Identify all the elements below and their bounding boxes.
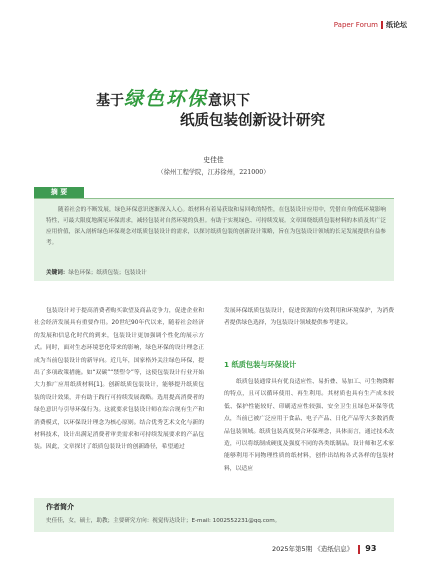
author-affiliation: （徐州工程学院，江苏徐州，221000） xyxy=(157,169,270,176)
author-info-text: 史佳佳，女，硕士，助教；主要研究方向：视觉传达设计；E-mail: 1002552231@qq.com。 xyxy=(46,518,281,524)
section-heading: 1 纸质包装与环保设计 xyxy=(224,360,297,369)
title-prefix: 基于 xyxy=(96,93,124,109)
keywords-text: 绿色环保；纸质包装；包装设计 xyxy=(68,270,147,276)
author-info-title: 作者简介 xyxy=(46,503,74,511)
page-number: 93 xyxy=(365,544,377,553)
title-green-highlight: 绿色环保 xyxy=(124,88,209,110)
section-name-cn: 纸论坛 xyxy=(386,21,407,29)
keywords-label: 关键词： xyxy=(46,270,69,276)
author-name: 史佳佳 xyxy=(203,156,224,164)
body-paragraph-intro: 包装设计对于提高消费者购买欲望及商品竞争力，促进企业和社会经济发展具有重要作用。20世纪90年代以来，随着社会经济的发展和信息化时代的到来，包装设计更加强调个性化的展示方式。同时，面对生态环境恶化带来的影响，绿色环保的设计理念正成为当前包装设计的新导向。近几年，国家格外关注绿色环保，提出了多项政策措施。如“双碳”“禁塑令”等，这使包装设计行业开始大力推广应用纸质材料[1]。创新纸质包装设计，能够提升纸质包装的设计效果，并有助于践行可持续发展战略。选用提高消费者的绿色意识与引导环保行为。这就要求包装设计师在综合现有生产和消费模式，以环保设计理念为核心原则。结合优秀艺术文化与新的材料技术，设计出满足消费者审美需求和可持续发展要求的产品包装。因此，文章探讨了纸质包装设计的创新路径，希望通过 xyxy=(34,308,204,451)
journal-section-header xyxy=(334,20,407,30)
author-info-box xyxy=(34,498,394,532)
article-title-line2: 纸质包装创新设计研究 xyxy=(180,112,325,129)
footer-issue: 2025年第5期 《造纸信息》 xyxy=(272,545,354,553)
body-column-right-top xyxy=(224,305,394,330)
keywords xyxy=(46,268,147,276)
body-paragraph-section1: 纸质包装通常具有优良适应性、易折叠、易加工、可生物降解的特点，且可以循环使用、再生利用。其材质也具有生产成本较低、保护性能较好、印刷适应性较强、安全卫生且绿色环保等优点，当前已被广泛应用于食品、电子产品、日化产品等大多数消费品包装领域。纸质包装高度契合环保理念，具体而言，通过技术改造，可以将纸制成硬度及强度不同的各类纸制品。设计师和艺术家能够利用不同物理性质的纸材料，创作出结构各式各样的包装材料，以适应 xyxy=(224,379,394,472)
article-title-line1 xyxy=(96,84,250,111)
body-column-left xyxy=(34,305,204,454)
footer-separator xyxy=(358,545,360,554)
abstract-label: 摘 要 xyxy=(34,187,84,198)
header-separator xyxy=(381,21,383,29)
page-footer xyxy=(272,544,376,554)
abstract-text xyxy=(46,205,386,249)
body-column-right xyxy=(224,376,394,475)
section-name-en: Paper Forum xyxy=(333,21,378,29)
body-paragraph-continued: 发展环保纸质包装设计，促进资源的有效利用和环境保护，为消费者提供绿色选择，为包装设计领域提供参考建议。 xyxy=(224,308,394,327)
title-suffix: 意识下 xyxy=(208,93,251,109)
abstract-body: 随着社会的不断发展，绿色环保意识逐渐深入人心。纸材料有着易获取和易回收的特性，在包装设计应用中，凭借自身的低环境影响特性，可最大限度地满足环保需求，减轻包装对自然环境的负担。有助于实现绿色、可持续发展。文章围绕纸质包装材料的本质及其广泛应用价值，深入剖析绿色环保观念对纸质包装设计的需求，以探讨纸质包装的创新设计策略，旨在为包装设计领域的长足发展提供有益参考。 xyxy=(46,207,386,246)
